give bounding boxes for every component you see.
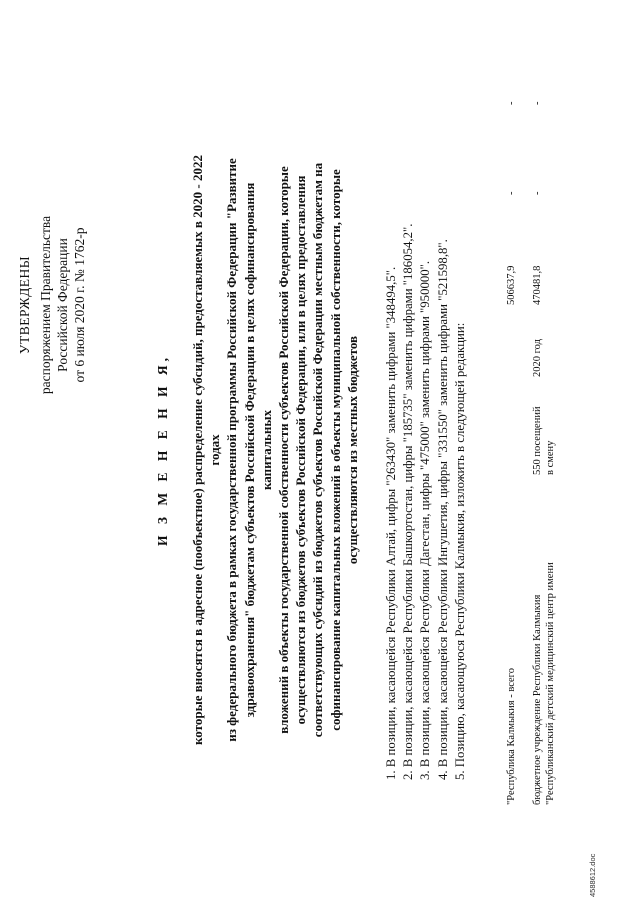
table-row	[505, 25, 521, 805]
table-cell-dash: -	[532, 101, 543, 105]
document-heading	[155, 145, 361, 755]
table-cell-name: "Республика Калмыкия - всего	[506, 668, 517, 805]
table-cell-dash: -	[532, 191, 543, 195]
heading-line: вложений в объекты государственной собственности субъектов Российской Федерации, которые	[276, 166, 292, 734]
heading-line: здравоохранения" бюджетам субъектов Российской Федерации в целях софинансирования капитальных	[241, 182, 274, 718]
table-cell-capacity	[531, 385, 557, 475]
table-cell-capacity-line: в смену	[545, 440, 556, 475]
approval-line-3: от 6 июля 2020 г. № 1762-р	[72, 227, 87, 383]
table-cell-year: 2020 год	[532, 339, 543, 377]
amendment-list	[383, 80, 469, 780]
amendment-item: 4. В позиции, касающейся Республики Ингушетия, цифры "331550" заменить цифрами "521598,8".	[435, 239, 450, 780]
amendment-item: 5. Позицию, касающуюся Республики Калмыкия, изложить в следующей редакции:	[452, 322, 467, 780]
table-cell-name-line: бюджетное учреждение Республики Калмыкия	[532, 594, 543, 805]
budget-table	[505, 25, 571, 805]
heading-subtitle	[189, 145, 361, 755]
table-cell-dash: -	[506, 101, 517, 105]
heading-line: софинансирование капитальных вложений в объекты муниципальной собственности, которые	[327, 169, 343, 731]
table-cell-sum: 506637,9	[506, 265, 517, 305]
heading-line: из федерального бюджета в рамках государственной программы Российской Федерации "Развитие	[224, 158, 240, 742]
approval-title: УТВЕРЖДЕНЫ	[17, 255, 32, 355]
table-row	[531, 25, 561, 805]
table-cell-sum: 470481,8	[532, 265, 543, 305]
file-footer: 4588612.doc	[588, 853, 597, 897]
table-cell-dash: -	[506, 191, 517, 195]
approval-line-2: Российской Федерации	[55, 238, 70, 372]
table-cell-name-line: "Республиканский детский медицинский центр имени	[545, 562, 556, 805]
table-cell-capacity-line: 550 посещений	[532, 406, 543, 475]
amendment-item: 3. В позиции, касающейся Республики Дагестан, цифры "475000" заменить цифрами "950000".	[418, 260, 433, 780]
amendment-item: 1. В позиции, касающейся Республики Алтай, цифры "263430" заменить цифрами "348494,5".	[384, 266, 398, 780]
amendment-item: 2. В позиции, касающейся Республики Башкортостан, цифры "185735" заменить цифрами "186054,2".	[401, 223, 416, 780]
approval-line-1: распоряжением Правительства	[38, 215, 53, 395]
heading-line: осуществляются из местных бюджетов	[344, 335, 360, 565]
heading-title: И З М Е Н Е Н И Я,	[155, 354, 170, 547]
approval-block	[16, 175, 88, 435]
heading-line: осуществляются из бюджетов субъектов Российской Федерации, или в целях предоставления	[293, 175, 309, 725]
heading-line: которые вносятся в адресное (пообъектное) распределение субсидий, предоставляемых в 2020 - 2022 годах	[190, 155, 223, 746]
heading-line: соответствующих субсидий из бюджетов субъектов Российской Федерации местным бюджетам на	[310, 162, 326, 738]
table-cell-name	[531, 505, 557, 805]
